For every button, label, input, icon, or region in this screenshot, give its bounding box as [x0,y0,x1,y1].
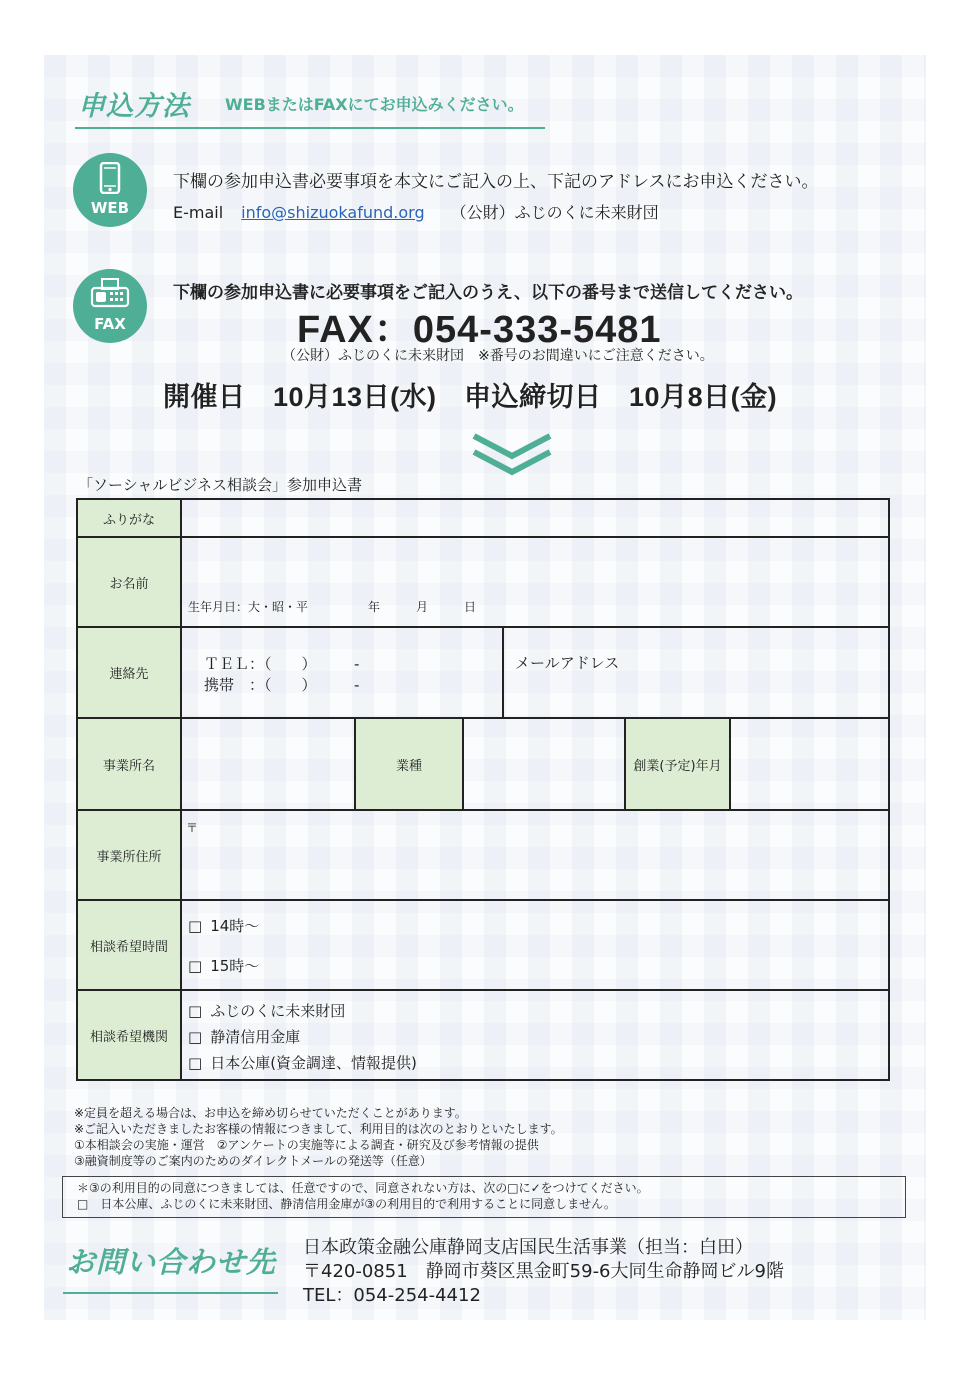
institution-label: 相談希望機関 [77,990,181,1080]
furigana-label: ふりがな [77,499,181,537]
name-input[interactable] [181,537,889,627]
email-label: E-mail [173,203,224,222]
industry-label: 業種 [355,718,463,810]
time-options [181,900,889,990]
contact-divider [63,1292,278,1294]
postal-mark: 〒 [186,821,199,835]
email-input[interactable] [503,627,889,718]
fax-badge [73,269,147,343]
web-badge-label: WEB [90,199,130,217]
event-dates: 開催日 10月13日(水) 申込締切日 10月8日(金) [163,382,778,412]
email-address-label: メールアドレス [515,654,620,672]
section-subtitle: WEBまたはFAXにてお申込みください。 [225,95,524,114]
time-label: 相談希望時間 [77,900,181,990]
chevron-down-icon [470,430,554,482]
contact-info [303,1236,784,1308]
address-input[interactable] [181,810,889,900]
checkbox[interactable]: □ [188,1002,203,1020]
note-line: ③融資制度等のご案内のためのダイレクトメールの発送等（任意） [74,1154,432,1168]
time-option-14[interactable]: □ 14時～ [188,917,260,935]
fax-instruction: 下欄の参加申込書に必要事項をご記入のうえ、以下の番号まで送信してください。 [173,283,804,303]
contact-address: 〒420-0851 静岡市葵区黒金町59-6大同生命静岡ビル9階 [303,1261,784,1282]
smartphone-icon [73,162,147,198]
checkbox[interactable]: □ [188,1028,203,1046]
consent-checkbox-line[interactable]: □ 日本公庫、ふじのくに未来財団、静清信用金庫が③の利用目的で利用することに同意しません。 [77,1197,616,1211]
address-label: 事業所住所 [77,810,181,900]
phone-input[interactable] [181,627,503,718]
institution-option-fund[interactable]: □ ふじのくに未来財団 [188,1002,346,1020]
contact-title: お問い合わせ先 [66,1245,277,1279]
email-link[interactable]: info@shizuokafund.org [241,203,425,222]
web-instruction: 下欄の参加申込書必要事項を本文にご記入の上、下記のアドレスにお申込ください。 [173,172,819,192]
business-name-label: 事業所名 [77,718,181,810]
email-row [173,200,659,223]
form-title: 「ソーシャルビジネス相談会」参加申込書 [78,476,362,494]
organization-name: （公財）ふじのくに未来財団 [450,203,659,222]
web-badge [73,153,147,227]
note-line: ①本相談会の実施・運営 ②アンケートの実施等による調査・研究及び参考情報の提供 [74,1138,539,1152]
application-form [76,498,890,1081]
fax-badge-label: FAX [94,315,126,333]
fax-note: （公財）ふじのくに未来財団 ※番号のお間違いにご注意ください。 [282,348,714,364]
time-option-15[interactable]: □ 15時～ [188,957,260,975]
notes [74,1105,563,1169]
contact-office: 日本政策金融公庫静岡支店国民生活事業（担当：白田） [303,1237,753,1258]
name-label: お名前 [77,537,181,627]
tel-field: ＴＥＬ：（ ） - [204,655,360,673]
consent-instruction: ＊③の利用目的の同意につきましては、任意ですので、同意されない方は、次の□に✓をつけてください。 [77,1181,649,1195]
section-title: 申込方法 [78,91,190,122]
birthdate-field: 生年月日：大・昭・平 年 月 日 [188,600,477,614]
contact-label: 連絡先 [77,627,181,718]
institution-options [181,990,889,1080]
checkbox[interactable]: □ [188,917,203,935]
founded-label: 創業(予定)年月 [625,718,730,810]
section-divider [75,127,545,129]
fax-machine-icon [73,278,147,312]
industry-input[interactable] [463,718,625,810]
checkbox[interactable]: □ [188,957,203,975]
note-line: ※定員を超える場合は、お申込を締め切らせていただくことがあります。 [74,1106,467,1120]
contact-phone: TEL：054-254-4412 [303,1285,481,1306]
checkbox[interactable]: □ [188,1054,203,1072]
institution-option-jfc[interactable]: □ 日本公庫(資金調達、情報提供) [188,1054,417,1072]
mobile-field: 携帯 ：（ ） - [204,676,360,694]
fax-number: FAX：054-333-5481 [297,309,662,351]
furigana-input[interactable] [181,499,889,537]
founded-input[interactable] [730,718,889,810]
institution-option-bank[interactable]: □ 静清信用金庫 [188,1028,301,1046]
consent-box [62,1176,906,1218]
note-line: ※ご記入いただきましたお客様の情報につきまして、利用目的は次のとおりといたします。 [74,1122,563,1136]
business-name-input[interactable] [181,718,355,810]
